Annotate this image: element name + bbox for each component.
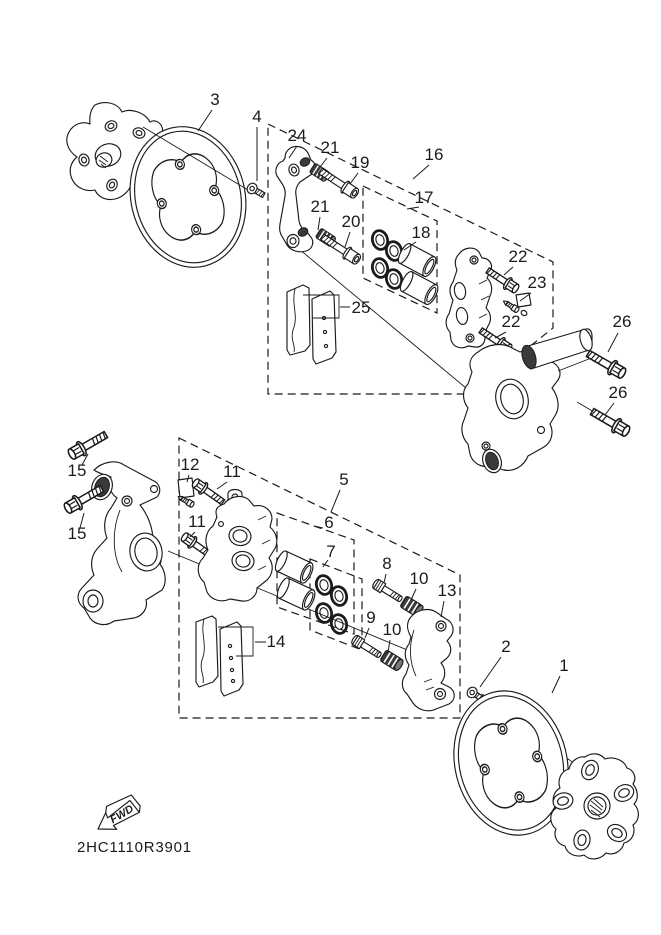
svg-text:26: 26 [612,312,632,331]
callout-14 [255,632,285,651]
svg-text:26: 26 [608,383,628,402]
callout-16 [413,145,443,179]
svg-text:18: 18 [411,223,431,242]
caliper-body-bottom [198,490,277,602]
callout-10-upper [410,569,429,600]
callout-7 [323,542,336,567]
rubber-bushing-10-lower [380,650,405,672]
callout-11-lower [188,512,206,537]
callout-22-lower [495,312,520,338]
svg-text:6: 6 [324,513,334,532]
svg-text:13: 13 [437,581,457,600]
knuckle-bolt-26-lower [588,405,632,439]
brake-pad-set-14 [196,616,253,696]
bottom-assembly [62,428,639,859]
caliper-piston-6a [273,549,315,584]
callout-13 [438,581,457,617]
knuckle-top-right [462,328,595,475]
svg-text:9: 9 [366,608,376,627]
callout-3 [198,90,220,131]
svg-text:21: 21 [310,197,330,216]
svg-text:11: 11 [188,512,206,531]
fwd-direction-arrow [90,791,144,837]
svg-text:2: 2 [501,637,511,656]
caliper-bracket-13 [402,610,454,711]
brake-pad-set-25 [287,285,339,364]
svg-text:15: 15 [67,461,87,480]
caliper-piston-18b [398,270,441,307]
svg-text:16: 16 [424,145,444,164]
svg-text:1: 1 [559,656,569,675]
svg-text:20: 20 [341,212,361,231]
svg-text:4: 4 [252,107,262,126]
svg-text:25: 25 [351,298,371,317]
callout-11-upper [217,462,241,489]
callout-26-upper [608,312,631,352]
callout-21-top-upper [320,138,339,167]
svg-text:19: 19 [350,153,370,172]
callout-6 [314,513,334,532]
callout-25 [340,298,370,317]
callout-5 [331,470,349,512]
callout-4 [252,107,261,181]
caliper-piston-18a [396,242,439,279]
svg-text:3: 3 [210,90,220,109]
callout-26-lower [605,383,627,415]
svg-text:24: 24 [287,126,307,145]
svg-text:14: 14 [266,632,286,651]
knuckle-bottom-left [78,462,166,625]
svg-text:11: 11 [223,462,241,481]
fwd-label: FWD [108,802,136,827]
svg-text:10: 10 [382,620,402,639]
callout-21-top-lower [311,197,330,230]
knuckle-bolt-26-upper [584,347,628,381]
caliper-bracket-24 [276,146,315,251]
svg-text:15: 15 [67,524,87,543]
slide-bolt-20 [318,231,362,266]
caliper-bolt-11-upper [190,476,227,507]
axis-line-bolt26a [558,357,594,371]
callout-17 [407,188,433,209]
callout-19 [350,153,369,184]
disc-bolt-4 [245,181,266,200]
callout-10-lower [383,620,402,652]
callout-22-upper [504,247,527,275]
callout-9 [365,608,376,638]
callout-2 [480,637,511,687]
slide-pin-8 [371,578,404,604]
svg-text:22: 22 [501,312,521,331]
svg-text:10: 10 [409,569,429,588]
svg-text:5: 5 [339,470,349,489]
callout-20 [342,212,361,247]
svg-text:22: 22 [508,247,528,266]
callout-8 [382,554,391,583]
caliper-piston-6b [275,576,317,611]
knuckle-bolt-15-upper [66,428,110,462]
svg-text:21: 21 [320,138,340,157]
svg-text:23: 23 [527,273,547,292]
svg-text:7: 7 [326,542,336,561]
piston-seal-rings-bottom [314,574,348,635]
callout-15-lower [68,513,87,543]
svg-text:17: 17 [414,188,434,207]
callout-1 [552,656,569,693]
svg-text:8: 8 [382,554,392,573]
svg-text:12: 12 [180,455,200,474]
diagram-code: 2HC1110R3901 [77,839,192,856]
